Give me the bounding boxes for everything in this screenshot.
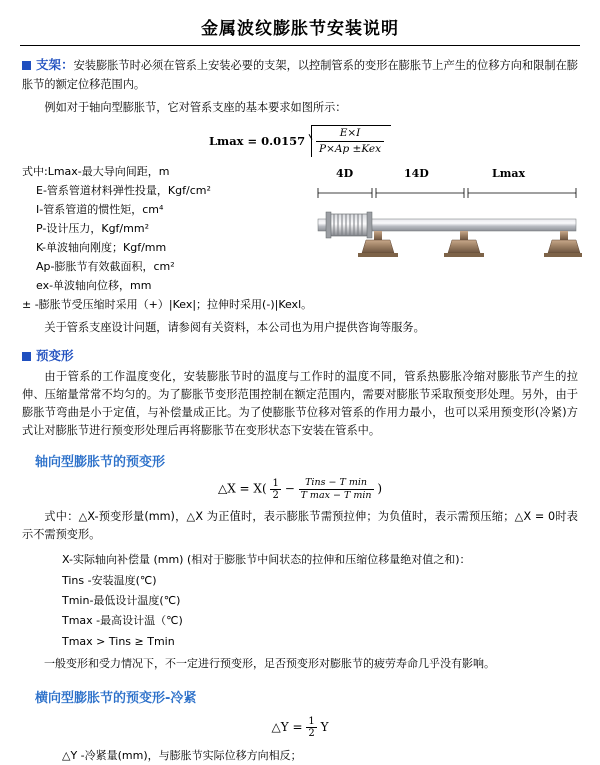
page-title: 金属波纹膨胀节安装说明 <box>201 19 399 39</box>
axial-item: Tmax > Tins ≥ Tmin <box>62 634 175 648</box>
document-page <box>0 14 600 762</box>
document-body <box>0 55 600 765</box>
subsection-lateral-heading: 横向型膨胀节的预变形-冷紧 <box>35 690 197 706</box>
formula-left-side: Lmax = 0.0157 <box>208 134 306 149</box>
expansion-joint-diagram <box>314 167 582 285</box>
equation-axial-temp-den: T max − T min <box>300 489 372 501</box>
equation-lateral-half-den: 2 <box>308 727 315 739</box>
formula-denominator: P×Ap ±Kex <box>319 143 382 156</box>
sqrt-radical-icon <box>311 125 391 157</box>
axial-item: Tins -安装温度(℃) <box>62 573 157 587</box>
blue-square-bullet-icon <box>22 352 31 361</box>
pipe-system-schematic-icon <box>314 183 582 283</box>
lateral-explanation: △Y -冷紧量(mm)，与膨胀节实际位移方向相反； <box>62 748 302 762</box>
definition-item: I-管系管道的惯性矩，cm⁴ <box>36 203 164 217</box>
definition-item: K-单波轴向刚度；Kgf/mm <box>36 240 167 254</box>
equation-axial-minus: − <box>284 481 295 496</box>
axial-item: X-实际轴向补偿量 (mm) (相对于膨胀节中间状态的拉伸和压缩位移量绝对值之和)： <box>62 553 471 567</box>
equation-axial-temp-fraction <box>299 477 374 501</box>
section-predeform-paragraph: 由于管系的工作温度变化，安装膨胀节时的温度与工作时的温度不同，管系热膨胀冷缩对膨胀节产生的拉伸、压缩量常常不均匀的。为了膨胀节变形范围控制在额定范围内，需要对膨胀节采取预变形处理。另外，由于膨胀节弯曲是小于定值，与补偿量成正比。为了使膨胀节位移对管系的作用力最小，也可以采用预变形(冷紧)方式让对膨胀节进行预变形处理后再将膨胀节在变形状态下安装在管系中。 <box>22 369 578 438</box>
section-predeform-heading-label: 预变形 <box>36 347 74 363</box>
equation-lateral-half <box>306 716 316 739</box>
equation-axial-temp-num: Tins − T min <box>299 477 374 489</box>
section-bracket-heading <box>22 55 578 94</box>
figure-dimension-labels <box>314 167 582 183</box>
figure-label-14d: 14D <box>404 167 429 181</box>
title-divider <box>20 45 580 46</box>
formula-fraction <box>316 127 384 156</box>
equation-lateral <box>22 716 578 739</box>
definition-item: P-设计压力，Kgf/mm² <box>36 222 149 236</box>
section-predeform-heading <box>22 346 578 366</box>
definition-item: ± -膨胀节受压缩时采用（+）|Kex|；拉伸时采用(-)|Kexl。 <box>22 297 313 311</box>
blue-square-bullet-icon <box>22 61 31 70</box>
subsection-axial-heading: 轴向型膨胀节的预变形 <box>35 455 166 471</box>
formula-lmax <box>22 125 578 157</box>
axial-note: 一般变形和受力情况下，不一定进行预变形，足否预变形对膨胀节的疲劳寿命几乎没有影响。 <box>44 657 495 671</box>
definition-item: ex-单波轴向位移，mm <box>36 278 152 292</box>
equation-lateral-rhs: Y <box>320 719 329 734</box>
definitions-with-figure <box>22 163 578 314</box>
consult-note: 关于管系支座设计问题，请参阅有关资料，本公司也为用户提供咨询等服务。 <box>44 320 425 334</box>
section-bracket-paragraph-1: 安装膨胀节时必须在管系上安装必要的支架，以控制管系的变形在膨胀节上产生的位移方向和限制在膨胀节的额定位移范围内。 <box>22 59 578 91</box>
definition-item: E-管系管道材料弹性投量，Kgf/cm² <box>36 184 211 198</box>
equation-axial-rhs: ) <box>377 481 383 496</box>
section-bracket-paragraph-2: 例如对于轴向型膨胀节，它对管系支座的基本要求如图所示： <box>44 100 347 114</box>
section-bracket-heading-label: 支架： <box>36 57 74 72</box>
axial-explanation: 式中：△X-预变形量(mm)，△X 为正值时，表示膨胀节需预拉伸；为负值时，表示需预压缩；△X = 0时表示不需预变形。 <box>22 510 578 542</box>
axial-items-list <box>22 550 578 652</box>
axial-item: Tmin-最低设计温度(℃) <box>62 594 181 608</box>
definition-item: Ap-膨胀节有效截面积，cm² <box>36 259 175 273</box>
equation-lateral-lhs: △Y = <box>271 719 303 734</box>
equation-lateral-half-num: 1 <box>308 715 315 727</box>
equation-axial <box>22 477 578 501</box>
equation-axial-half-num: 1 <box>272 477 279 489</box>
equation-axial-half <box>270 478 280 501</box>
definition-item: 式中:Lmax-最大导向间距，m <box>22 165 170 179</box>
formula-expression <box>209 125 391 157</box>
axial-item: Tmax -最高设计温（℃) <box>62 614 183 628</box>
figure-label-4d: 4D <box>336 167 354 181</box>
formula-numerator: E×I <box>316 127 384 142</box>
equation-axial-lhs: △X = X( <box>217 481 267 496</box>
figure-label-lmax: Lmax <box>492 167 526 181</box>
equation-axial-half-den: 2 <box>272 489 279 501</box>
